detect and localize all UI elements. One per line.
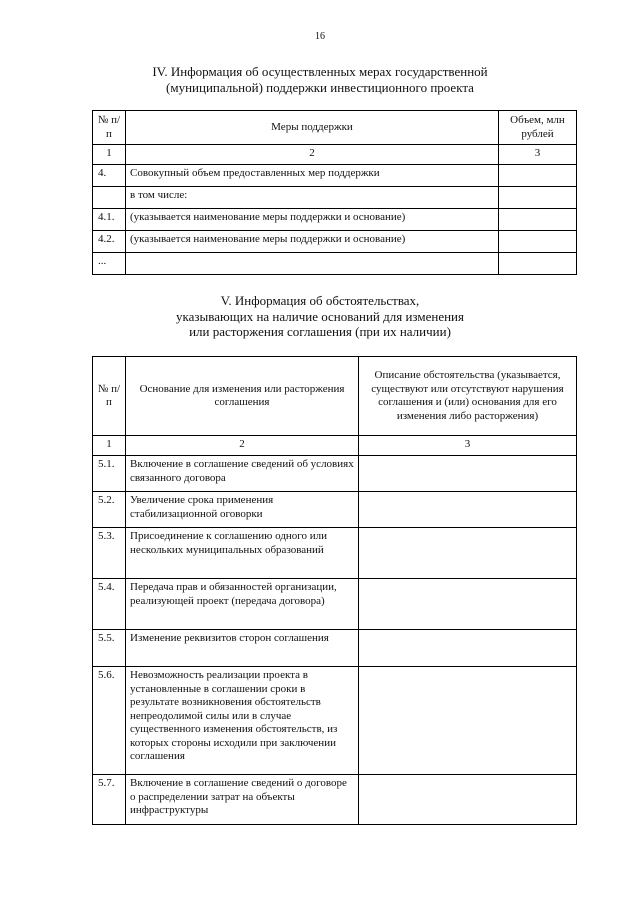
section5-title [60,293,580,340]
table-row [93,579,577,630]
row-num: 5.5. [93,630,126,667]
row-num: ... [93,253,126,275]
header-basis: Основание для изменения или расторжения соглашения [126,357,359,436]
row-text: в том числе: [126,187,499,209]
table-row [93,528,577,579]
row-num: 4.2. [93,231,126,253]
table-row [93,209,577,231]
row-num: 4.1. [93,209,126,231]
row-desc [359,667,577,775]
header-volume: Объем, млн рублей [499,111,577,145]
table-row [93,231,577,253]
row-num [93,187,126,209]
row-text: (указывается наименование меры поддержки и основание) [126,231,499,253]
column-numbers-row [93,436,577,456]
row-desc [359,630,577,667]
row-value [499,209,577,231]
row-num: 5.3. [93,528,126,579]
row-desc [359,492,577,528]
row-num: 5.4. [93,579,126,630]
table-row [93,775,577,825]
header-description: Описание обстоятельства (указывается, существуют или отсутствуют нарушения соглашения и (или) основания для его изменения либо расторжения) [359,357,577,436]
header-num: № п/п [93,357,126,436]
row-desc [359,775,577,825]
row-text: Включение в соглашение сведений об условиях связанного договора [126,456,359,492]
row-desc [359,579,577,630]
col-number: 3 [499,145,577,165]
col-number: 2 [126,145,499,165]
row-value [499,165,577,187]
row-num: 5.7. [93,775,126,825]
col-number: 3 [359,436,577,456]
section4-title-line1: IV. Информация об осуществленных мерах государственной [152,64,488,79]
row-text: Изменение реквизитов сторон соглашения [126,630,359,667]
col-number: 1 [93,145,126,165]
section4-title-line2: (муниципальной) поддержки инвестиционного проекта [166,79,474,95]
row-text: Увеличение срока применения стабилизационной оговорки [126,492,359,528]
row-text: Невозможность реализации проекта в установленные в соглашении сроки в результате возникновения обстоятельств непреодолимой силы или в случае существенного изменения обстоятельств, из которых стороны исходили при заключении соглашения [126,667,359,775]
row-text: Присоединение к соглашению одного или нескольких муниципальных образований [126,528,359,579]
row-value [499,253,577,275]
table-row [93,630,577,667]
table-header-row [93,111,577,145]
row-text: Совокупный объем предоставленных мер поддержки [126,165,499,187]
table-header-row [93,357,577,436]
row-value [499,231,577,253]
table-row [93,492,577,528]
row-text: (указывается наименование меры поддержки и основание) [126,209,499,231]
row-value [499,187,577,209]
support-measures-table [92,110,577,275]
row-desc [359,456,577,492]
row-num: 5.6. [93,667,126,775]
circumstances-table [92,356,577,825]
col-number: 1 [93,436,126,456]
section4-title [60,64,580,95]
table-row [93,187,577,209]
page-number: 16 [315,31,325,42]
column-numbers-row [93,145,577,165]
row-num: 4. [93,165,126,187]
col-number: 2 [126,436,359,456]
section5-title-line1: V. Информация об обстоятельствах, [220,293,420,308]
header-measures: Меры поддержки [126,111,499,145]
row-text: Включение в соглашение сведений о договоре о распределении затрат на объекты инфраструктуры [126,775,359,825]
row-num: 5.1. [93,456,126,492]
table-row [93,456,577,492]
row-text: Передача прав и обязанностей организации, реализующей проект (передача договора) [126,579,359,630]
table-row [93,667,577,775]
table-row [93,165,577,187]
row-num: 5.2. [93,492,126,528]
header-num: № п/п [93,111,126,145]
row-desc [359,528,577,579]
section5-title-line3: или расторжения соглашения (при их наличии) [189,324,451,339]
table-row [93,253,577,275]
row-text [126,253,499,275]
section5-title-line2: указывающих на наличие оснований для изменения [176,308,464,324]
